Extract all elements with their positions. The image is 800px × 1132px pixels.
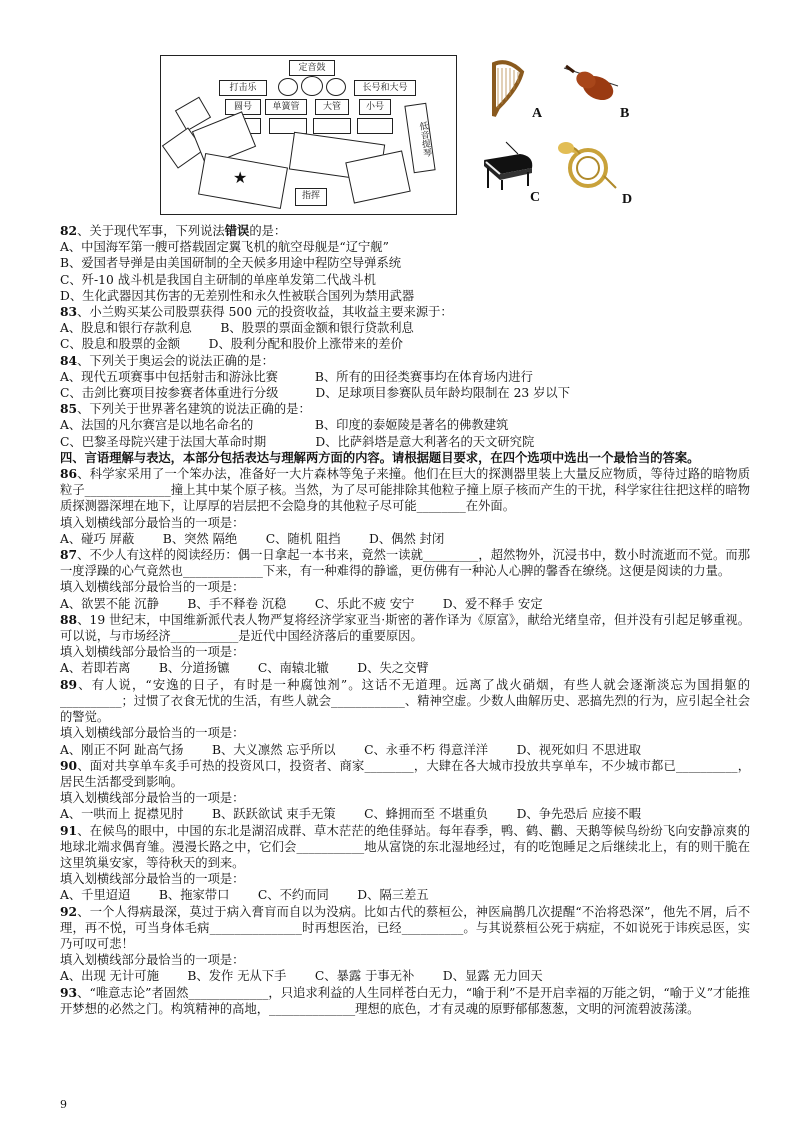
- clarinet-box: 单簧管: [265, 99, 307, 115]
- q83-options-cd: C、股息和股票的金额 D、股利分配和股价上涨带来的差价: [60, 337, 403, 352]
- q88-stem: 88、19 世纪末，中国维新派代表人物严复将经济学家亚当·斯密的著作译为《原富》，献给光绪皇帝，但并没有引起足够重视。可以说，与市场经济___________是近代中国经济落后的重要原因。: [60, 611, 750, 644]
- instrument-d: [558, 140, 648, 212]
- timpani-box: 定音鼓: [289, 60, 335, 76]
- seat-box-4: [357, 118, 393, 134]
- orchestra-seating-diagram: [160, 55, 457, 215]
- q90-options: A、一哄而上 捉襟见肘 B、跃跃欲试 束手无策 C、蜂拥而至 不堪重负 D、争先恐后 应接不暇: [60, 807, 642, 822]
- q92-stem: 92、一个人得病最深，莫过于病入膏肓而自以为没病。比如古代的蔡桓公，神医扁鹊几次提醒“不治将恐深”，他先不屑，后不理，再不悦，可当身体毛病_______________时再想医治，已经__________。与其说蔡桓公死于病症，不如说死于讳疾忌医，实乃可叹可悲！: [60, 903, 750, 951]
- question-text: [60, 223, 750, 1017]
- instrument-c: [480, 140, 550, 210]
- option-a-label: A: [532, 106, 543, 121]
- q87-options: A、欲罢不能 沉静 B、手不释卷 沉稳 C、乐此不疲 安宁 D、爱不释手 安定: [60, 596, 543, 611]
- french-horn-icon: [558, 140, 620, 194]
- q82-option-b: B、爱国者导弹是由美国研制的全天候多用途中程防空导弹系统: [60, 256, 402, 271]
- q89-options: A、刚正不阿 趾高气扬 B、大义凛然 忘乎所以 C、永垂不朽 得意洋洋 D、视死如归 不思进取: [60, 742, 642, 757]
- page-number: 9: [60, 1098, 67, 1111]
- q82-option-c: C、歼-10 战斗机是我国自主研制的单座单发第二代战斗机: [60, 272, 376, 287]
- q91-stem: 91、在候鸟的眼中，中国的东北是湖沼成群、草木茫茫的绝佳驿站。每年春季，鸭、鹤、鹳、天鹅等候鸟纷纷飞向安静凉爽的地球北端求偶育雏。漫漫长路之中，它们会___________地从富饶的东北湿地经过，有的吃饱睡足之后继续北上，有的则干脆在这里筑巢安家，等待秋天的到来。: [60, 822, 750, 870]
- percussion-box: 打击乐: [219, 80, 267, 96]
- q90-prompt: 填入划横线部分最恰当的一项是：: [60, 791, 245, 806]
- q89-stem: 89、有人说，“安逸的日子，有时是一种腐蚀剂”。这话不无道理。远离了战火硝烟，有些人就会逐渐淡忘为国捐躯的__________；过惯了衣食无忧的生活，有些人就会____________、精神空虚。少数人曲解历史、恶搞先烈的行为，应引起全社会的警觉。: [60, 676, 750, 725]
- violin-icon: [562, 60, 620, 104]
- piano-icon: [480, 140, 536, 192]
- horn-box: 圆号: [225, 99, 261, 115]
- q84-options-cd: C、击剑比赛项目按参赛者体重进行分级 D、足球项目参赛队员年龄均限制在 23 岁以下: [60, 386, 571, 401]
- q83-options-ab: A、股息和银行存款利息 B、股票的票面金额和银行贷款利息: [60, 321, 414, 336]
- seat-box-2: [269, 118, 307, 134]
- q91-prompt: 填入划横线部分最恰当的一项是：: [60, 872, 245, 887]
- q92-options: A、出现 无计可施 B、发作 无从下手 C、暴露 于事无补 D、显露 无力回天: [60, 969, 543, 984]
- option-c-label: C: [530, 190, 541, 205]
- conductor-box: 指挥: [295, 188, 327, 206]
- q87-stem: 87、不少人有这样的阅读经历：偶一日拿起一本书来，竟然一读就_________，超然物外，沉浸书中，数小时流逝而不觉。而那一度浮躁的心气竟然也_____________下来，有一种难得的静谧，更仿佛有一种沁人心脾的馨香在缭绕。这便是阅读的力量。: [60, 547, 750, 579]
- q88-prompt: 填入划横线部分最恰当的一项是：: [60, 645, 245, 660]
- q88-options: A、若即若离 B、分道扬镳 C、南辕北辙 D、失之交臂: [60, 661, 429, 676]
- q83-stem: 83、小兰购买某公司股票获得 500 元的投资收益，其收益主要来源于：: [60, 304, 453, 320]
- q91-options: A、千里迢迢 B、拖家带口 C、不约而同 D、隔三差五: [60, 888, 429, 903]
- instrument-a: [488, 58, 548, 120]
- q82-option-d: D、生化武器因其伤害的无差别性和永久性被联合国列为禁用武器: [60, 288, 415, 303]
- timpani-drum-left: [278, 78, 298, 96]
- double-bass-box: 低音提琴: [404, 103, 435, 173]
- timpani-drum-right: [326, 78, 346, 96]
- timpani-drum-mid: [301, 76, 323, 96]
- harp-icon: [488, 58, 528, 118]
- q86-stem: 86、科学家采用了一个笨办法，准备好一大片森林等兔子来撞。他们在巨大的探测器里装上大量反应物质，等待过路的暗物质粒子______________撞上其中某个原子核。当然，为了尽可能排除其他粒子撞上原子核而产生的干扰，科学家往往把这样的暗物质探测器深埋在地下，让厚厚的岩层把不会隐身的其他粒子尽可能________在外面。: [60, 466, 750, 514]
- q82-stem: 82、关于现代军事，下列说法错误的是：: [60, 223, 287, 238]
- q85-stem: 85、下列关于世界著名建筑的说法正确的是：: [60, 401, 311, 417]
- q86-options: A、碰巧 屏蔽 B、突然 隔绝 C、随机 阻挡 D、偶然 封闭: [60, 531, 445, 546]
- q87-prompt: 填入划横线部分最恰当的一项是：: [60, 580, 245, 595]
- section-4-heading: 四、言语理解与表达，本部分包括表达与理解两方面的内容。请根据题目要求，在四个选项中选出一个最恰当的答案。: [60, 449, 700, 465]
- q90-stem: 90、面对共享单车炙手可热的投资风口，投资者、商家________，大肆在各大城市投放共享单车，不少城市都已__________，居民生活都受到影响。: [60, 757, 750, 789]
- trombone-box: 长号和大号: [354, 80, 416, 96]
- option-b-label: B: [620, 106, 630, 121]
- q93-stem: 93、“唯意志论”者固然_____________，只追求利益的人生同样苍白无力，“喻于利”不是开启幸福的万能之钥，“喻于义”才能推开梦想的必然之门。构筑精神的高地，______________理想的底色，才有灵魂的原野郁郁葱葱，文明的河流碧波荡漾。: [60, 984, 750, 1016]
- instrument-b: [562, 60, 642, 122]
- q84-stem: 84、下列关于奥运会的说法正确的是：: [60, 352, 274, 368]
- q89-prompt: 填入划横线部分最恰当的一项是：: [60, 726, 245, 741]
- trumpet-box: 小号: [359, 99, 391, 115]
- q85-options-cd: C、巴黎圣母院兴建于法国大革命时期 D、比萨斜塔是意大利著名的天文研究院: [60, 434, 535, 449]
- seat-box-3: [313, 118, 351, 134]
- bassoon-box: 大管: [315, 99, 349, 115]
- q92-prompt: 填入划横线部分最恰当的一项是：: [60, 953, 245, 968]
- q84-options-ab: A、现代五项赛事中包括射击和游泳比赛 B、所有的田径类赛事均在体育场内进行: [60, 369, 533, 384]
- q82-option-a: A、中国海军第一艘可搭载固定翼飞机的航空母舰是“辽宁舰”: [60, 240, 389, 255]
- q86-prompt: 填入划横线部分最恰当的一项是：: [60, 515, 245, 530]
- q85-options-ab: A、法国的凡尔赛宫是以地名命名的 B、印度的泰姬陵是著名的佛教建筑: [60, 418, 509, 433]
- option-d-label: D: [622, 192, 633, 207]
- star-marker: ★: [233, 168, 248, 187]
